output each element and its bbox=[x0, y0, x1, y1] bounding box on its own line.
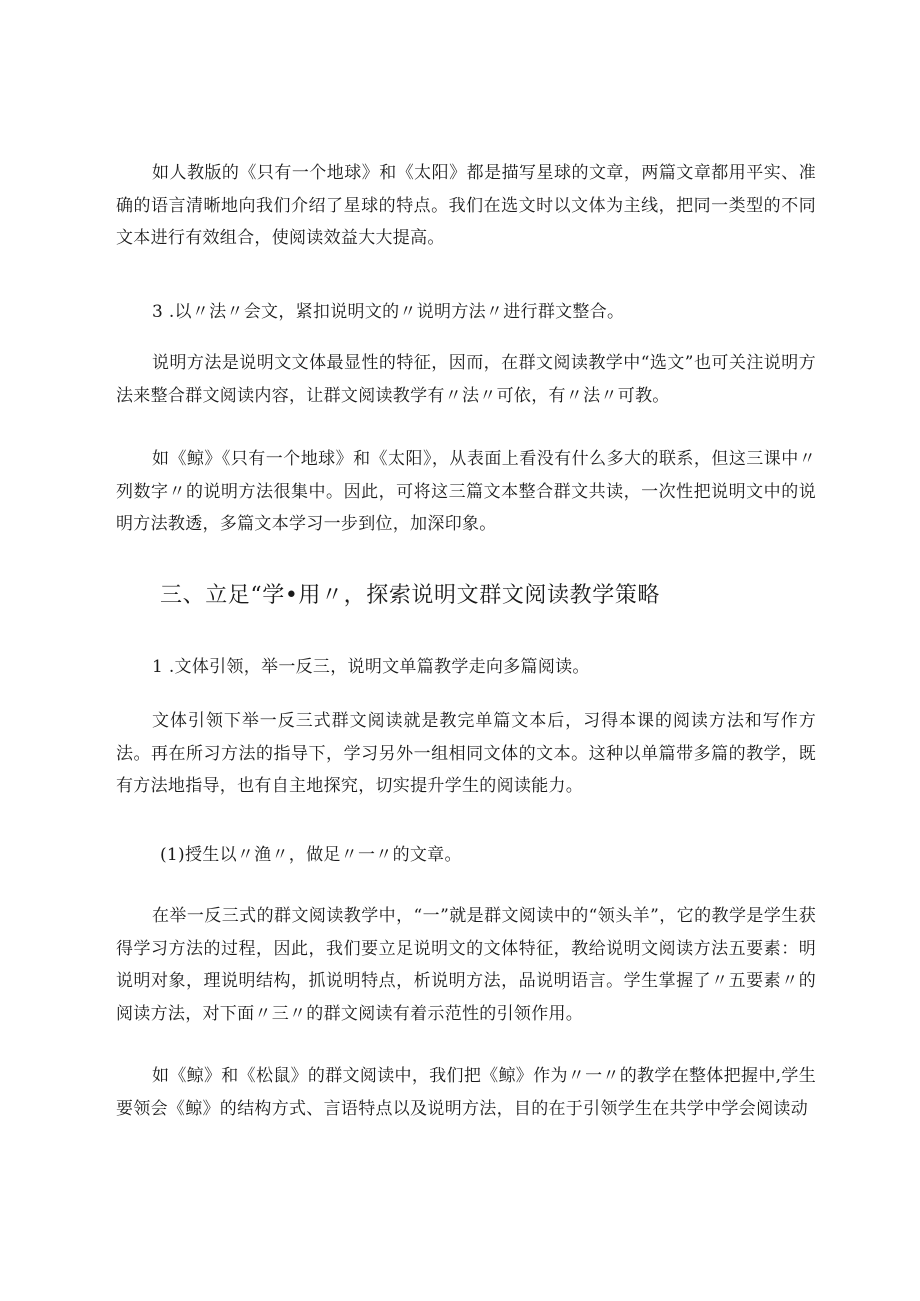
paragraph-whale-squirrel: 如《鲸》和《松鼠》的群文阅读中，我们把《鲸》作为〃一〃的教学在整体把握中,学生要领会《鲸》的结构方式、言语特点以及说明方法，目的在于引领学生在共学中学会阅读动 bbox=[116, 1066, 816, 1119]
paragraph-earth-sun: 如人教版的《只有一个地球》和《太阳》都是描写星球的文章，两篇文章都用平实、准确的语言清晰地向我们介绍了星球的特点。我们在选文时以文体为主线，把同一类型的不同文本进行有效组合，使阅读效益大大提高。 bbox=[116, 163, 816, 248]
section-heading-3: 三、立足“学•用〃，探索说明文群文阅读教学策略 bbox=[160, 583, 661, 608]
paragraph-whale-example: 如《鲸》《只有一个地球》和《太阳》，从表面上看没有什么多大的联系，但这三课中〃列数字〃的说明方法很集中。因此，可将这三篇文本整合群文共读，一次性把说明文中的说明方法教透，多篇文本学习一步到位，加深印象。 bbox=[116, 449, 816, 534]
list-item-3: 3 .以〃法〃会文，紧扣说明文的〃说明方法〃进行群文整合。 bbox=[152, 302, 625, 322]
list-item-1: 1 .文体引领，举一反三，说明文单篇教学走向多篇阅读。 bbox=[152, 657, 590, 677]
paragraph-genre-guidance: 文体引领下举一反三式群文阅读就是教完单篇文本后，习得本课的阅读方法和写作方法。再在所习方法的指导下，学习另外一组相同文体的文本。这种以单篇带多篇的教学，既有方法地指导，也有自主地探究，切实提升学生的阅读能力。 bbox=[116, 711, 816, 796]
paragraph-explanation-methods: 说明方法是说明文文体最显性的特征，因而，在群文阅读教学中“选文”也可关注说明方法来整合群文阅读内容，让群文阅读教学有〃法〃可依，有〃法〃可教。 bbox=[116, 353, 816, 406]
paragraph-five-elements: 在举一反三式的群文阅读教学中，“一”就是群文阅读中的“领头羊”，它的教学是学生获得学习方法的过程，因此，我们要立足说明文的文体特征，教给说明文阅读方法五要素：明说明对象，理说明结构，抓说明特点，析说明方法，品说明语言。学生掌握了〃五要素〃的阅读方法，对下面〃三〃的群文阅读有着示范性的引领作用。 bbox=[116, 906, 816, 1024]
sub-item-1: (1)授生以〃渔〃，做足〃一〃的文章。 bbox=[160, 845, 462, 865]
